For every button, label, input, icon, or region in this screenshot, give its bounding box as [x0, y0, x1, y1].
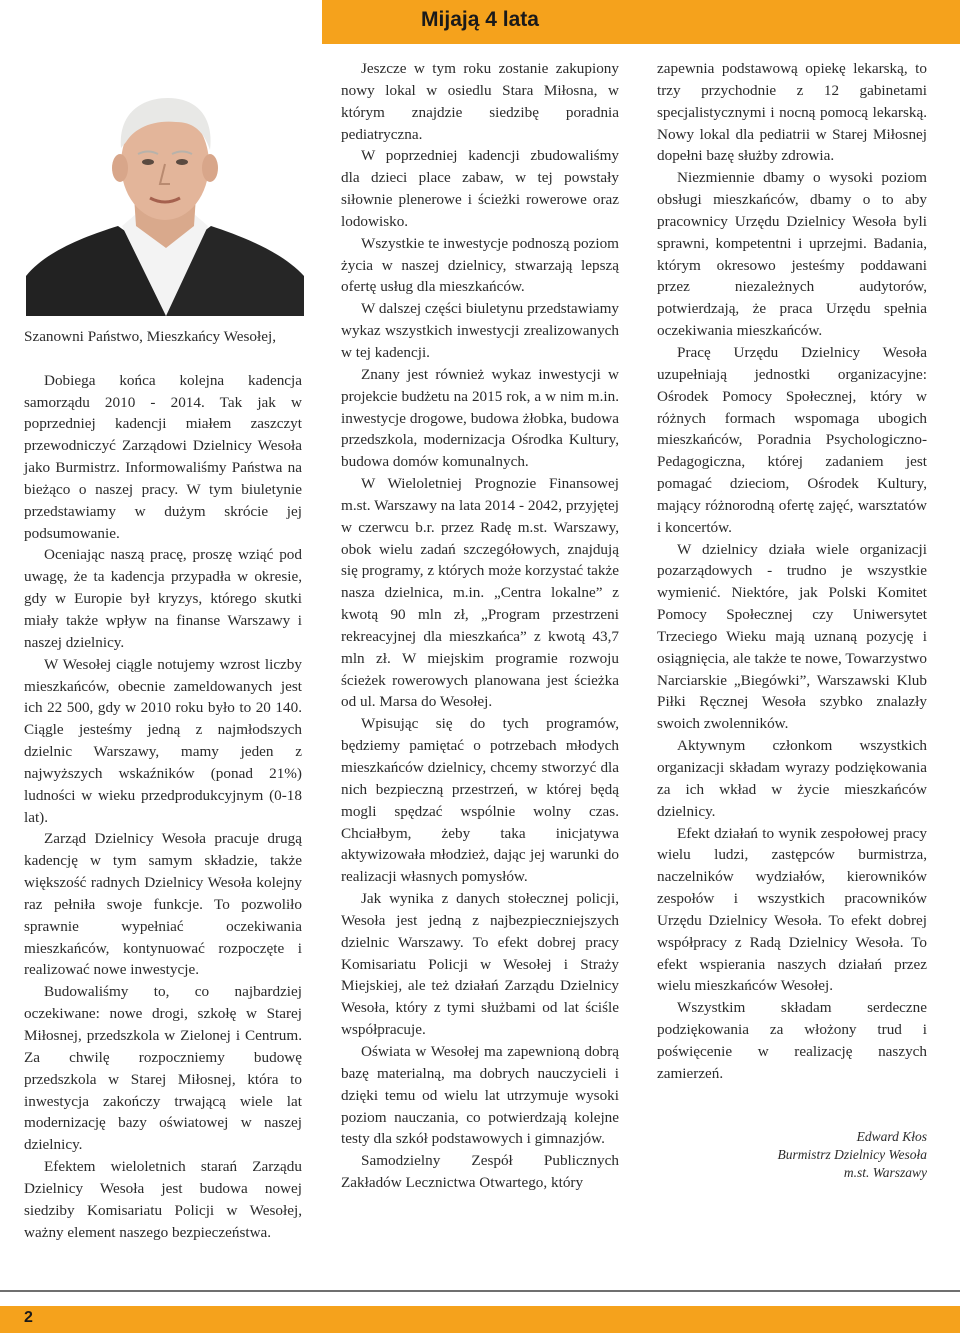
portrait-icon: [26, 76, 304, 316]
paragraph: W Wesołej ciągle notujemy wzrost liczby mieszkańców, obecnie zameldowanych jest ich 22 500, gdy w 2010 roku było to 20 140. Ciągle jesteśmy jedną z najmłodszych dzielnic Warszawy, mamy jeden z najwyższych wskaźników (ponad 21%) ludności w wieku przedprodukcyjnym (0-18 lat).: [24, 655, 302, 826]
signature-city: m.st. Warszawy: [843, 1165, 927, 1180]
paragraph: Wszystkie te inwestycje podnoszą poziom życia w naszej dzielnicy, stwarzają lepszą ofertę usług dla mieszkańców.: [341, 234, 619, 296]
paragraph: Niezmiennie dbamy o wysoki poziom obsługi mieszkańców, dbamy o to aby pracownicy Urzędu Dzielnicy Wesoła byli sprawni, kompetentni i uprzejmi. Badania, którym okresowo jesteśmy poddawani przez niezależnych audytorów, potwierdzają, że praca Urzędu spełnia oczekiwania mieszkańców.: [657, 169, 927, 340]
paragraph: W dzielnicy działa wiele organizacji pozarządowych - trudno je wszystkie wymienić. Niektóre, jak Polski Komitet Pomocy Społecznej czy Uniwersytet Trzeciego Wieku mają uznaną pozycję i osiągnięcia, ale także te nowe, Towarzystwo Narciarskie „Biegówki”, Warszawski Klub Piłki Ręcznej Wesoła szybko znalazły swoich zwolenników.: [657, 540, 927, 733]
paragraph: zapewnia podstawową opiekę lekarską, to trzy przychodnie z 12 gabinetami specjalistycznymi i nocną pomocą lekarską. Nowy lokal dla pediatrii w Starej Miłosnej dopełni bazę służby zdrowia.: [657, 60, 927, 165]
footer-band: [0, 1306, 960, 1333]
footer-divider: [0, 1290, 960, 1292]
salutation: Szanowni Państwo, Mieszkańcy Wesołej,: [24, 328, 277, 345]
paragraph: Zarząd Dzielnicy Wesoła pracuje drugą kadencję w tym samym składzie, także większość radnych Dzielnicy Wesoła kolejny raz pełniła swoje funkcje. To pozwoliło sprawnie wypełniać oczekiwania mieszkańców, kontynuować rozpoczęte i realizować nowe inwestycje.: [24, 830, 302, 979]
signature-name: Edward Kłos: [856, 1129, 927, 1144]
page-title: Mijają 4 lata: [421, 8, 539, 31]
paragraph: Wpisując się do tych programów, będziemy pamiętać o potrzebach młodych mieszkańców dzielnicy, chcemy stworzyć dla nich bezpieczną przestrzeń, w której będą mogli spędzać wspólnie wolny czas. Chciałbym, żeby taka inicjatywa aktywizowała młodzież, dając jej warunki do realizacji własnych pomysłów.: [341, 715, 619, 886]
paragraph: Dobiega końca kolejna kadencja samorządu 2010 - 2014. Tak jak w poprzedniej kadencji miałem zaszczyt przewodniczyć Zarządowi Dzielnicy Wesoła jako Burmistrz. Informowaliśmy Państwa na bieżąco o naszej pracy. W tym biuletynie przedstawiamy w dużym skrócie jej podsumowanie.: [24, 371, 302, 542]
paragraph: Znany jest również wykaz inwestycji w projekcie budżetu na 2015 rok, a w nim m.in. inwestycje drogowe, budowa żłobka, budowa przedszkola, modernizacja Ośrodka Kultury, budowa domów komunalnych.: [341, 365, 619, 471]
paragraph: Efektem wieloletnich starań Zarządu Dzielnicy Wesoła jest budowa nowej siedziby Komisariatu Policji w Wesołej, ważny element naszego bezpieczeństwa.: [24, 1158, 302, 1241]
text-column-1: [24, 326, 302, 1243]
paragraph: Jak wynika z danych stołecznej policji, Wesoła jest jedną z najbezpieczniejszych dzielnic Warszawy. To efekt dobrej pracy Komisariatu Policji w Wesołej i Straży Miejskiej, ale też działań Zarządu Dzielnicy Wesoła, który z tymi służbami od lat ściśle współpracuje.: [341, 890, 619, 1039]
paragraph: Aktywnym członkom wszystkich organizacji składam wyrazy podziękowania za ich wkład w życie mieszkańców dzielnicy.: [657, 737, 927, 820]
paragraph: Pracę Urzędu Dzielnicy Wesoła uzupełniają jednostki organizacyjne: Ośrodek Pomocy Społecznej, który w różnych formach wspomaga ubogich mieszkańców, Poradnia Psychologiczno-Pedagogiczna, której zadaniem jest pomagać dzieciom, Ośrodek Kultury, mający różnorodną ofertę zajęć, warsztatów i koncertów.: [657, 343, 927, 536]
portrait-photo: [26, 76, 304, 316]
paragraph: Jeszcze w tym roku zostanie zakupiony nowy lokal w osiedlu Stara Miłosna, w którym znajdzie siedzibę poradnia pediatryczna.: [341, 60, 619, 143]
paragraph: Samodzielny Zespół Publicznych Zakładów Lecznictwa Otwartego, który: [341, 1152, 619, 1192]
text-column-3: [657, 58, 927, 1085]
paragraph: Oceniając naszą pracę, proszę wziąć pod uwagę, że ta kadencja przypadła w okresie, gdy w Europie był kryzys, którego skutki miały także wpływ na finanse Warszawy i naszej dzielnicy.: [24, 546, 302, 651]
paragraph: W poprzedniej kadencji zbudowaliśmy dla dzieci place zabaw, w tej powstały siłownie plenerowe i ścieżki rowerowe oraz lodowisko.: [341, 147, 619, 230]
page-number: 2: [24, 1309, 33, 1326]
signature-title: Burmistrz Dzielnicy Wesoła: [777, 1147, 927, 1162]
paragraph: W dalszej części biuletynu przedstawiamy wykaz wszystkich inwestycji zrealizowanych w tej kadencji.: [341, 300, 619, 361]
paragraph: Efekt działań to wynik zespołowej pracy wielu ludzi, zastępców burmistrza, naczelników wydziałów, kierowników zespołów i wszystkich pracowników Urzędu Dzielnicy Wesoła. To efekt dobrej współpracy z Radą Dzielnicy Wesoła. To efekt wspierania naszych działań przez wielu mieszkańców Wesołej.: [657, 824, 927, 995]
text-column-2: [341, 58, 619, 1194]
signature: [657, 1128, 927, 1182]
paragraph: Wszystkim składam serdeczne podziękowania za włożony trud i poświęcenie w realizację naszych zamierzeń.: [657, 999, 927, 1082]
paragraph: Oświata w Wesołej ma zapewnioną dobrą bazę materialną, ma dobrych nauczycieli i dzięki temu od wielu lat utrzymuje wysoki poziom nauczania, co potwierdzają kolejne testy dla szkół podstawowych i gimnazjów.: [341, 1042, 619, 1148]
paragraph: Budowaliśmy to, co najbardziej oczekiwane: nowe drogi, szkołę w Starej Miłosnej, przedszkola w Zielonej i Centrum. Za chwilę rozpoczniemy budowę przedszkola w Starej Miłosnej, która to inwestycja zakończy trwającą wiele lat modernizację bazy oświatowej w naszej dzielnicy.: [24, 983, 302, 1154]
paragraph: W Wieloletniej Prognozie Finansowej m.st. Warszawy na lata 2014 - 2042, przyjętej w czerwcu b.r. przez Radę m.st. Warszawy, obok wielu zadań szczegółowych, znajdują się programy, z których może korzystać także nasza dzielnica, m.in. „Centra lokalne” z kwotą 90 mln zł, „Program przestrzeni rekreacyjnej dla mieszkańca” z kwotą 43,7 mln zł. W miejskim programie rozwoju ścieżek rowerowych planowana jest ścieżka od ul. Marsa do Wesołej.: [341, 475, 619, 711]
